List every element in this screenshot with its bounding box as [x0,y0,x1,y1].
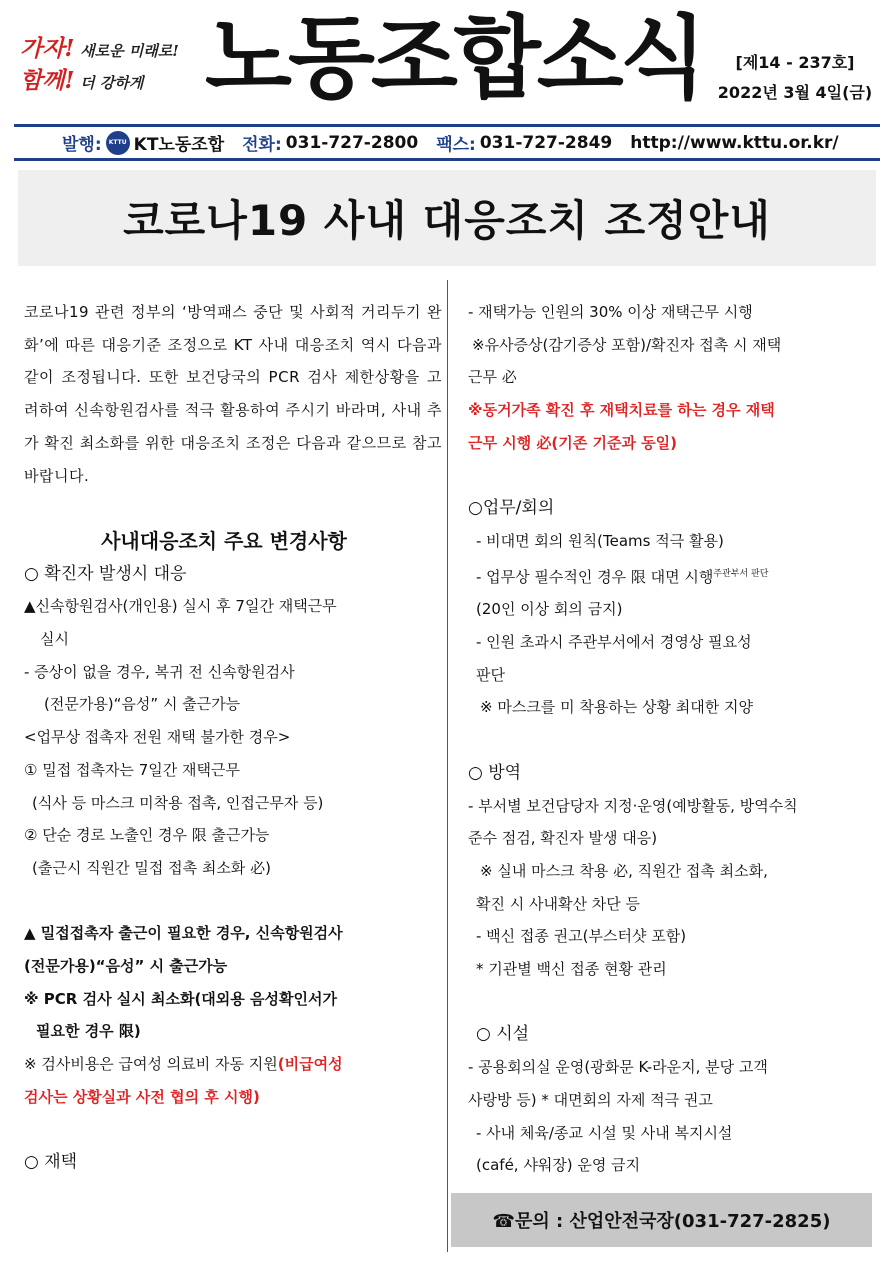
contact-line-6: 검사는 상황실과 사전 협의 후 시행) [24,1087,260,1106]
website-link[interactable]: http://www.kttu.or.kr/ [630,132,839,153]
phone-number: 031-727-2800 [285,132,419,153]
remote-line-2: ※유사증상(감기증상 포함)/확진자 접촉 시 재택 [472,335,782,354]
contact-line-4: 필요한 경우 限) [36,1022,141,1041]
cost-support-text: ※ 검사비용은 급여성 의료비 자동 지원 [24,1055,278,1074]
fax-label: 팩스: [436,135,476,155]
confirmed-line-9: (출근시 직원간 밀접 접촉 최소화 必) [32,858,271,877]
column-divider [447,280,448,1252]
headline: 코로나19 사내 대응조치 조정안내 [18,170,876,266]
confirmed-line-1: ▲신속항원검사(개인용) 실시 후 7일간 재택근무 [24,597,337,616]
contact-line-1: ▲ 밀접접촉자 출근이 필요한 경우, 신속항원검사 [24,924,343,943]
remote-line-5: 근무 시행 必(기존 기준과 동일) [468,433,677,452]
changes-subheading: 사내대응조치 주요 변경사항 [101,528,347,553]
work-line-3: (20인 이상 회의 금지) [476,600,623,619]
work-line-6: ※ 마스크를 미 착용하는 상황 최대한 지양 [480,698,754,717]
facility-line-2: 사랑방 등) * 대면회의 자제 적극 권고 [468,1090,713,1109]
work-line-2-note: 주관부서 판단 [713,568,769,579]
intro-paragraph: 코로나19 관련 정부의 ‘방역패스 중단 및 사회적 거리두기 완화’에 따른 대응기준 조정으로 KT 사내 대응조치 역시 다음과 같이 조정됩니다. 또한 보건당국의 PCR 검사 제한상황을 고려하여 신속항원검사를 적극 활용하여 주시기 바라며, 사내 추가 확진 최소화를 위한 대응조치 조정은 다음과 같으므로 참고 바랍니다. [24,303,442,485]
issue-info [700,48,890,108]
quarantine-line-4: 확진 시 사내확산 차단 등 [476,894,640,913]
section-heading-facility: ○ 시설 [476,1024,530,1045]
quarantine-line-6: * 기관별 백신 접종 현황 관리 [476,960,667,979]
work-line-2 [468,558,866,594]
quarantine-line-5: - 백신 접종 권고(부스터샷 포함) [476,927,687,946]
section-heading-quarantine: ○ 방역 [468,762,522,783]
remote-line-3: 근무 必 [468,368,517,387]
section-heading-remote: ○ 재택 [24,1152,78,1173]
phone-label: 전화: [242,135,282,155]
contact-line-2: (전문가용)“음성” 시 출근가능 [24,957,228,976]
union-logo-icon: KTTU [106,131,130,155]
issue-number: [제14 - 237호] [735,53,855,72]
slogan-word-together: 함께! [20,67,75,94]
publisher-label: 발행: [62,135,102,155]
work-line-2-text: - 업무상 필수적인 경우 限 대면 시행 [476,567,714,586]
work-line-5: 판단 [476,665,505,684]
left-column [24,296,442,1179]
confirmed-line-3: - 증상이 없을 경우, 복귀 전 신속항원검사 [24,662,295,681]
remote-line-4: ※동거가족 확진 후 재택치료를 하는 경우 재택 [468,401,775,420]
spacer [24,1114,442,1147]
work-line-1: - 비대면 회의 원칙(Teams 적극 활용) [476,531,724,550]
quarantine-line-1: - 부서별 보건담당자 지정·운영(예방활동, 방역수칙 [468,796,798,815]
publisher-name: KT노동조합 [133,135,225,155]
contact-line-5 [24,1048,442,1081]
spacer [24,492,442,525]
slogan-line-1: 새로운 미래로! [80,42,179,60]
masthead [0,0,895,120]
spacer [468,986,866,1019]
section-heading-confirmed: ○ 확진자 발생시 대응 [24,563,187,584]
slogan [20,34,205,98]
confirmed-line-6: ① 밀접 접촉자는 7일간 재택근무 [24,760,240,779]
remote-line-1: - 재택가능 인원의 30% 이상 재택근무 시행 [468,303,753,321]
contact-line-3: ※ PCR 검사 실시 최소화(대외용 음성확인서가 [24,989,337,1008]
confirmed-line-4: (전문가용)“음성” 시 출근가능 [44,695,241,714]
facility-line-4: (café, 샤워장) 운영 금지 [476,1156,641,1175]
newsletter-title: 노동조합소식 [205,6,703,111]
contact-box: ☎문의 : 산업안전국장(031-727-2825) [451,1193,872,1247]
publisher-bar [14,124,880,161]
quarantine-line-3: ※ 실내 마스크 착용 必, 직원간 접촉 최소화, [480,861,768,880]
slogan-word-go: 가자! [20,35,75,62]
right-column [468,296,866,1182]
slogan-line-2: 더 강하게 [80,74,144,92]
confirmed-line-8: ② 단순 경로 노출인 경우 限 출근가능 [24,826,270,845]
facility-line-3: - 사내 체육/종교 시설 및 사내 복지시설 [476,1123,733,1142]
confirmed-line-2: 실시 [40,630,69,649]
spacer [468,724,866,757]
spacer [468,460,866,493]
work-line-4: - 인원 초과시 주관부서에서 경영상 필요성 [476,633,752,652]
cost-support-note: (비급여성 [277,1055,343,1074]
issue-date: 2022년 3월 4일(금) [717,83,873,102]
confirmed-line-7: (식사 등 마스크 미착용 접촉, 인접근무자 등) [32,793,324,812]
confirmed-line-5: <업무상 접촉자 전원 재택 불가한 경우> [24,728,291,747]
quarantine-line-2: 준수 점검, 확진자 발생 대응) [468,829,658,848]
facility-line-1: - 공용회의실 운영(광화문 K-라운지, 분당 고객 [468,1058,768,1077]
spacer [24,885,442,918]
section-heading-work: ○업무/회의 [468,498,555,519]
fax-number: 031-727-2849 [479,132,613,153]
